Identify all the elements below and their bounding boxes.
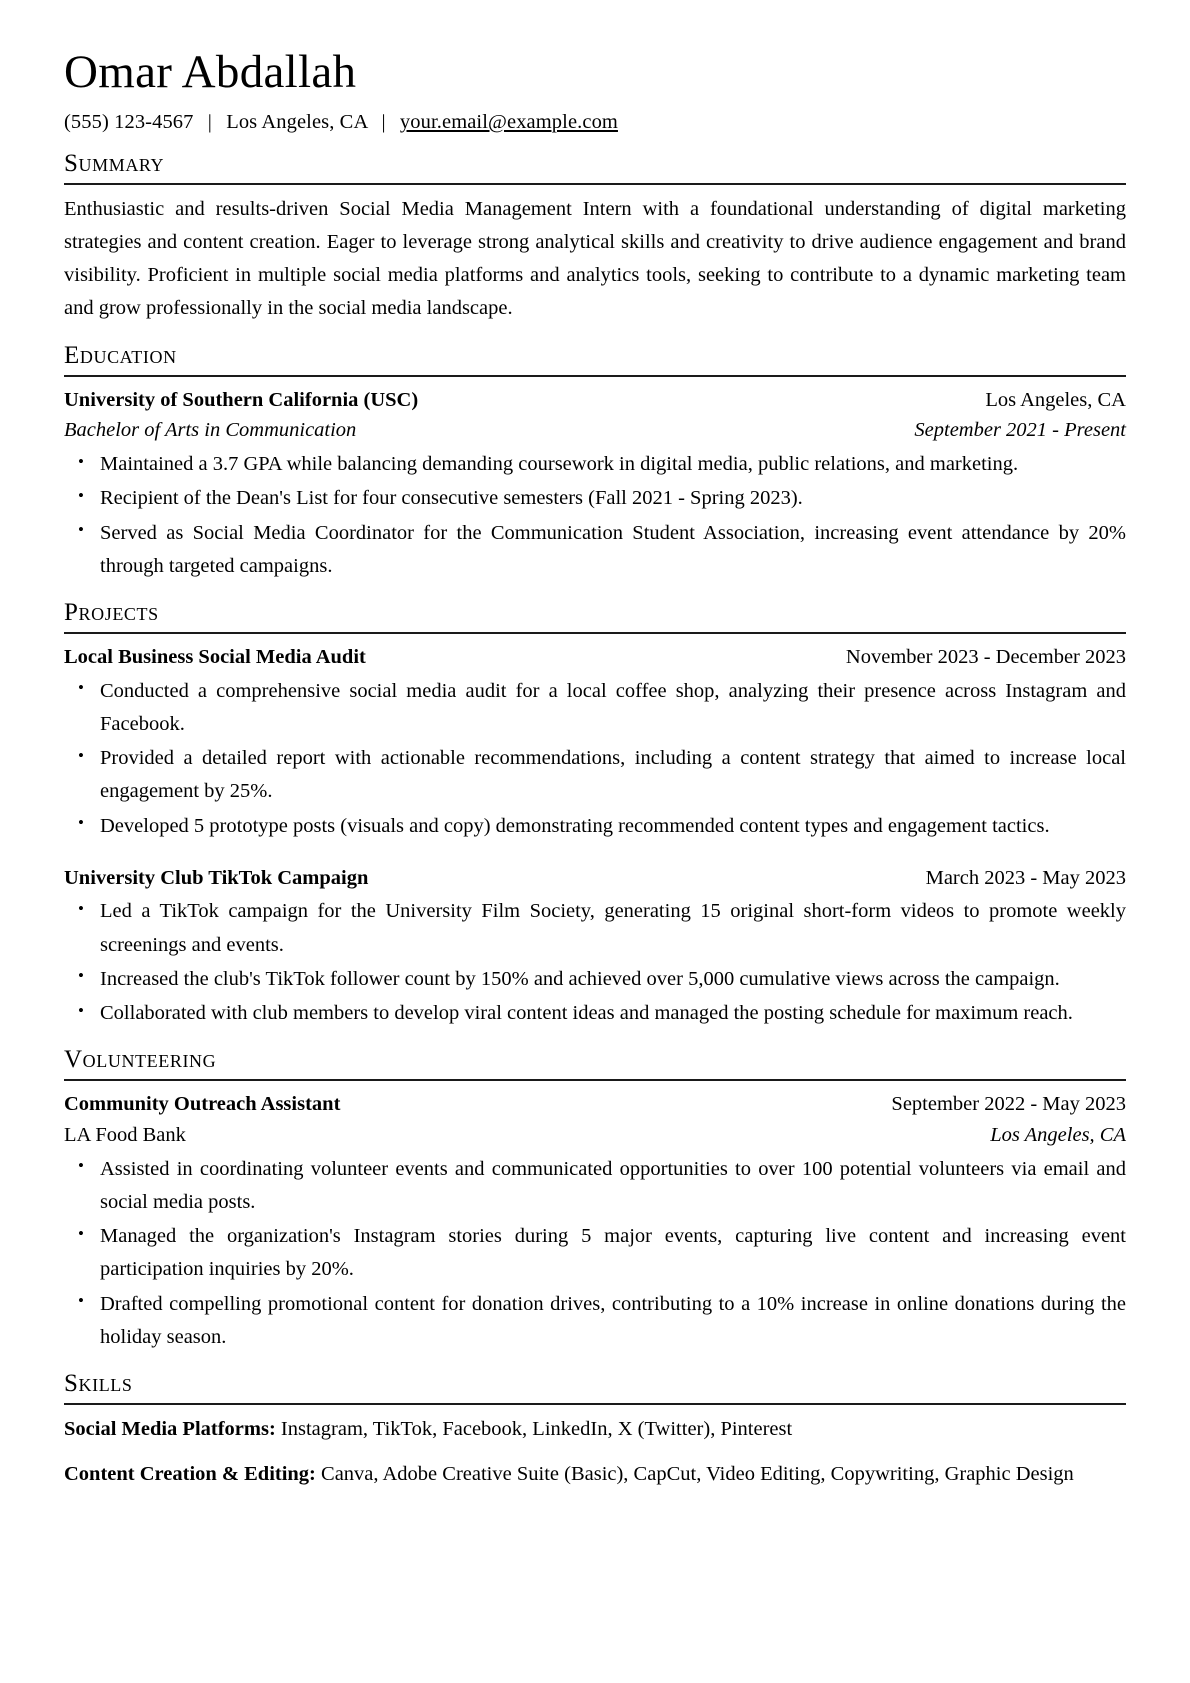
contact-separator: |: [381, 110, 386, 133]
project-name: Local Business Social Media Audit: [64, 645, 366, 668]
candidate-name: Omar Abdallah: [64, 46, 357, 98]
volunteering-entry-subheader: [64, 1120, 1126, 1151]
list-item: • Recipient of the Dean's List for four consecutive semesters (Fall 2021 - Spring 2023).: [64, 482, 1126, 515]
project-entry-header: [64, 642, 1126, 673]
volunteering-dates: September 2022 - May 2023: [891, 1093, 1126, 1116]
skill-values: Canva, Adobe Creative Suite (Basic), CapCut, Video Editing, Copywriting, Graphic Design: [321, 1463, 1074, 1486]
skill-category: Social Media Platforms:: [64, 1417, 276, 1440]
list-item: • Assisted in coordinating volunteer events and communicated opportunities to over 100 potential volunteers via email and social media posts.: [64, 1153, 1126, 1219]
list-item: • Conducted a comprehensive social media audit for a local coffee shop, analyzing their presence across Instagram and Facebook.: [64, 675, 1126, 741]
section-education: [38, 342, 1152, 583]
list-item: • Served as Social Media Coordinator for the Communication Student Association, increasing event attendance by 20% through targeted campaigns.: [64, 517, 1126, 583]
volunteering-entry: [64, 1089, 1126, 1354]
list-item: • Developed 5 prototype posts (visuals and copy) demonstrating recommended content types and engagement tactics.: [64, 810, 1126, 843]
section-rule: [64, 1403, 1126, 1405]
project-dates: March 2023 - May 2023: [925, 866, 1126, 889]
project-dates: November 2023 - December 2023: [845, 645, 1126, 668]
section-summary: [38, 150, 1152, 326]
list-item: • Led a TikTok campaign for the University Film Society, generating 15 original short-form videos to promote weekly screenings and events.: [64, 895, 1126, 961]
section-rule: [64, 1079, 1126, 1081]
section-title-summary: Summary: [64, 149, 165, 177]
section-skills: [38, 1370, 1152, 1491]
education-entry: [64, 385, 1126, 583]
education-entry-header: [64, 385, 1126, 416]
volunteering-bullet-list: [64, 1153, 1126, 1354]
project-bullet-list: [64, 675, 1126, 843]
project-entry: [64, 863, 1126, 1031]
education-entry-subheader: [64, 415, 1126, 446]
section-title-volunteering: Volunteering: [64, 1046, 217, 1074]
section-title-skills: Skills: [64, 1369, 133, 1397]
section-projects: [38, 599, 1152, 1030]
volunteering-entry-header: [64, 1089, 1126, 1120]
project-entry: [64, 642, 1126, 843]
education-location: Los Angeles, CA: [985, 388, 1126, 411]
section-volunteering: [38, 1046, 1152, 1354]
project-bullet-list: [64, 895, 1126, 1030]
contact-separator: |: [207, 110, 212, 133]
section-title-projects: Projects: [64, 598, 159, 626]
section-rule: [64, 632, 1126, 634]
contact-line: [64, 111, 1152, 134]
skill-row: [64, 1413, 1126, 1446]
volunteering-location: Los Angeles, CA: [990, 1124, 1126, 1147]
email-link[interactable]: your.email@example.com: [399, 110, 618, 133]
list-item: • Collaborated with club members to develop viral content ideas and managed the posting schedule for maximum reach.: [64, 997, 1126, 1030]
education-degree: Bachelor of Arts in Communication: [64, 419, 357, 442]
list-item: • Managed the organization's Instagram stories during 5 major events, capturing live content and increasing event participation inquiries by 20%.: [64, 1220, 1126, 1286]
skill-values: Instagram, TikTok, Facebook, LinkedIn, X (Twitter), Pinterest: [280, 1417, 793, 1440]
project-entry-header: [64, 863, 1126, 894]
education-institution: University of Southern California (USC): [64, 388, 419, 411]
section-rule: [64, 375, 1126, 377]
list-item: • Provided a detailed report with actionable recommendations, including a content strategy that aimed to increase local engagement by 25%.: [64, 742, 1126, 808]
list-item: • Increased the club's TikTok follower count by 150% and achieved over 5,000 cumulative views across the campaign.: [64, 963, 1126, 996]
education-bullet-list: [64, 448, 1126, 583]
location-text: Los Angeles, CA: [226, 110, 368, 133]
skill-category: Content Creation & Editing:: [64, 1463, 316, 1486]
section-rule: [64, 183, 1126, 185]
list-item: • Drafted compelling promotional content for donation drives, contributing to a 10% increase in online donations during the holiday season.: [64, 1288, 1126, 1354]
summary-text: Enthusiastic and results-driven Social Media Management Intern with a foundational understanding of digital marketing strategies and content creation. Eager to leverage strong analytical skills and creativity to drive audience engagement and brand visibility. Proficient in multiple social media platforms and analytics tools, seeking to contribute to a dynamic marketing team and grow professionally in the social media landscape.: [64, 197, 1126, 320]
list-item: • Maintained a 3.7 GPA while balancing demanding coursework in digital media, public relations, and marketing.: [64, 448, 1126, 481]
volunteering-organization: LA Food Bank: [64, 1124, 186, 1147]
section-title-education: Education: [64, 341, 177, 369]
education-dates: September 2021 - Present: [914, 419, 1126, 442]
project-name: University Club TikTok Campaign: [64, 866, 369, 889]
volunteering-role: Community Outreach Assistant: [64, 1093, 341, 1116]
skill-row: [64, 1458, 1126, 1491]
phone-number: (555) 123-4567: [64, 110, 194, 133]
resume-header: [38, 48, 1152, 134]
